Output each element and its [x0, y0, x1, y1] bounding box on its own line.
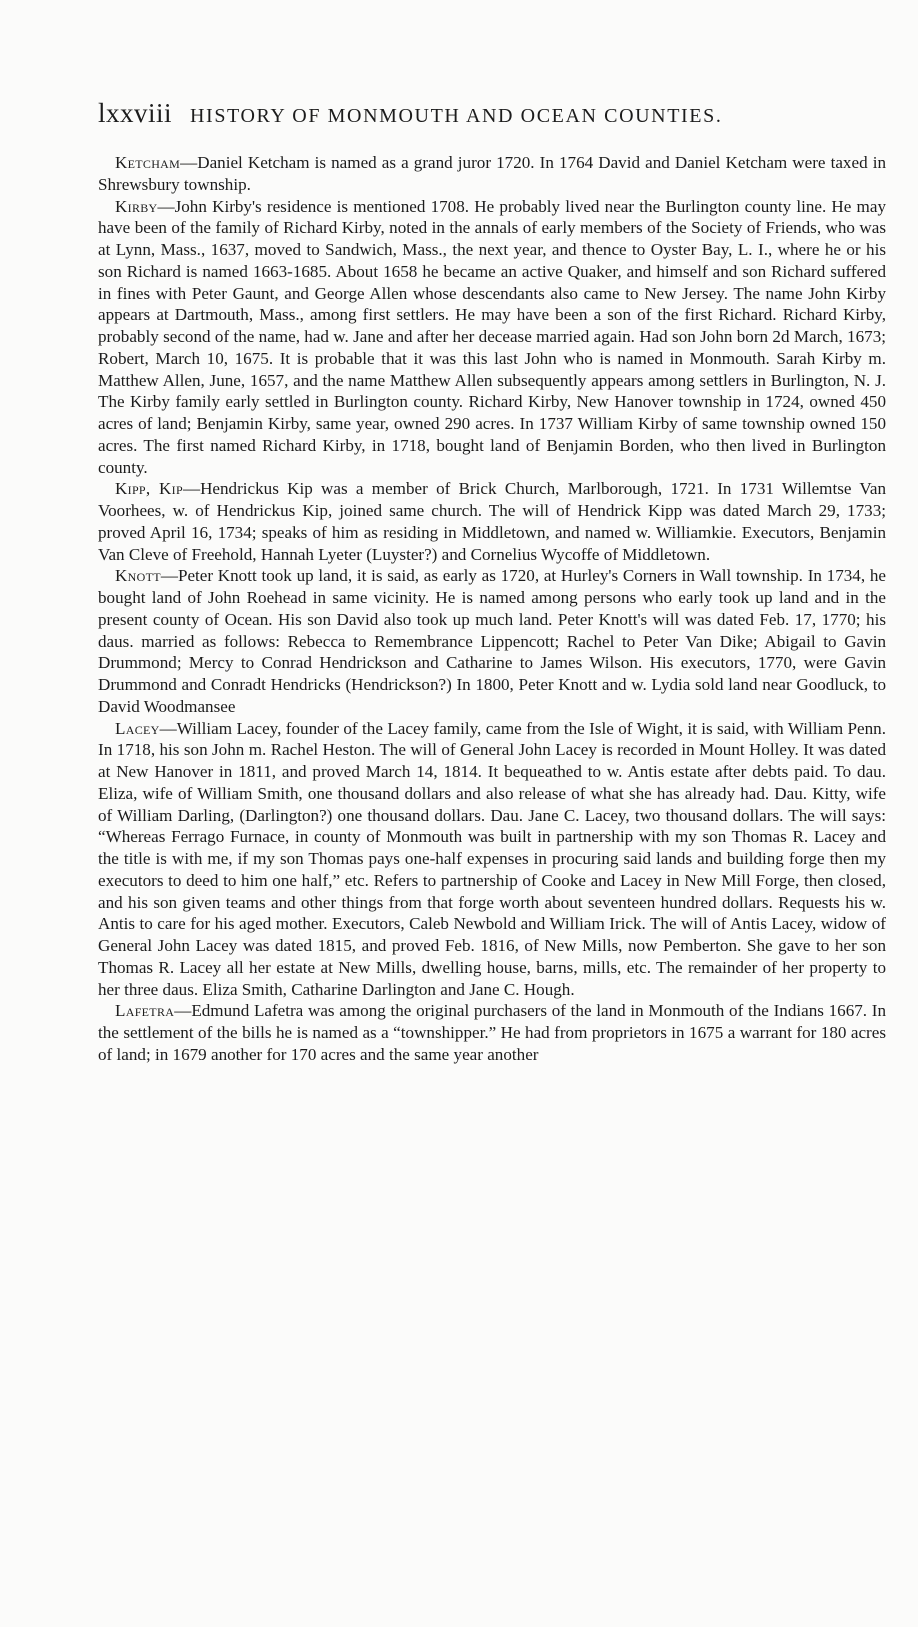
- entry-text: —Peter Knott took up land, it is said, as early as 1720, at Hurley's Corners in Wall township. In 1734, he bought land of John Roehead in same vicinity. He is named among persons who early took up land and in the present county of Ocean. His son David also took up much land. Peter Knott's will was dated Feb. 17, 1770; his daus. married as follows: Rebecca to Remembrance Lippencott; Rachel to Peter Van Dike; Abigail to Gavin Drummond; Mercy to Conrad Hendrickson and Catharine to James Wilson. His executors, 1770, were Gavin Drummond and Conradt Hendricks (Hendrickson?) In 1800, Peter Knott and w. Lydia sold land near Goodluck, to David Woodmansee: [98, 566, 886, 716]
- entry-kirby: [98, 196, 886, 479]
- page-header: [98, 98, 886, 138]
- entry-surname: Lafetra: [115, 1001, 175, 1021]
- genealogy-entries: [98, 152, 886, 1066]
- entry-text: —William Lacey, founder of the Lacey family, came from the Isle of Wight, it is said, with William Penn. In 1718, his son John m. Rachel Heston. The will of General John Lacey is recorded in Mount Holley. It was dated at New Hanover in 1811, and proved March 14, 1814. It bequeathed to w. Antis estate after debts paid. To dau. Eliza, wife of William Smith, one thousand dollars and also release of what she has already had. Dau. Kitty, wife of William Darling, (Darlington?) one thousand dollars. Dau. Jane C. Lacey, two thousand dollars. The will says: “Whereas Ferrago Furnace, in county of Monmouth was built in partnership with my son Thomas R. Lacey and the title is with me, if my son Thomas pays one-half expenses in procuring said lands and building forge then my executors to deed to him one half,” etc. Refers to partnership of Cooke and Lacey in New Mill Forge, then closed, and his son given teams and other things from that forge worth about seventeen hundred dollars. Requests his w. Antis to care for his aged mother. Executors, Caleb Newbold and William Irick. The will of Antis Lacey, widow of General John Lacey was dated 1815, and proved Feb. 1816, of New Mills, now Pemberton. She gave to her son Thomas R. Lacey all her estate at New Mills, dwelling house, barns, mills, etc. The remainder of her property to her three daus. Eliza Smith, Catharine Darlington and Jane C. Hough.: [98, 718, 886, 999]
- entry-lafetra: [98, 1000, 886, 1065]
- running-title: HISTORY OF MONMOUTH AND OCEAN COUNTIES.: [190, 105, 723, 127]
- entry-lacey: [98, 718, 886, 1001]
- entry-text: —Hendrickus Kip was a member of Brick Church, Marlborough, 1721. In 1731 Willemtse Van Voorhees, w. of Hendrickus Kip, joined same church. The will of Hendrick Kipp was dated March 29, 1733; proved April 16, 1734; speaks of him as residing in Middletown, and named w. Williamkie. Executors, Benjamin Van Cleve of Freehold, Hannah Lyeter (Luyster?) and Cornelius Wycoffe of Middletown.: [98, 479, 886, 564]
- entry-surname: Kipp, Kip: [115, 479, 183, 499]
- entry-kipp: [98, 478, 886, 565]
- entry-surname: Knott: [115, 566, 161, 586]
- entry-text: —Daniel Ketcham is named as a grand juror 1720. In 1764 David and Daniel Ketcham were taxed in Shrewsbury township.: [98, 153, 886, 194]
- entry-surname: Lacey: [115, 718, 160, 738]
- entry-surname: Ketcham: [115, 153, 181, 172]
- entry-ketcham: [98, 152, 886, 196]
- entry-text: —John Kirby's residence is mentioned 1708. He probably lived near the Burlington county line. He may have been of the family of Richard Kirby, noted in the annals of early members of the Society of Friends, who was at Lynn, Mass., 1637, moved to Sandwich, Mass., the next year, and thence to Oyster Bay, L. I., where he or his son Richard is named 1663-1685. About 1658 he became an active Quaker, and himself and son Richard suffered in fines with Peter Gaunt, and George Allen whose descendants also came to New Jersey. The name John Kirby appears at Dartmouth, Mass., among first settlers. He may have been a son of the first Richard. Richard Kirby, probably second of the name, had w. Jane and after her decease married again. Had son John born 2d March, 1673; Robert, March 10, 1675. It is probable that it was this last John who is named in Monmouth. Sarah Kirby m. Matthew Allen, June, 1657, and the name Matthew Allen subsequently appears among settlers in Burlington, N. J. The Kirby family early settled in Burlington county. Richard Kirby, New Hanover township in 1724, owned 450 acres of land; Benjamin Kirby, same year, owned 290 acres. In 1737 William Kirby of same township owned 150 acres. The first named Richard Kirby, in 1718, bought land of Benjamin Borden, who then lived in Burlington county.: [98, 196, 886, 477]
- entry-text: —Edmund Lafetra was among the original purchasers of the land in Monmouth of the Indians 1667. In the settlement of the bills he is named as a “townshipper.” He had from proprietors in 1675 a warrant for 180 acres of land; in 1679 another for 170 acres and the same year another: [98, 1001, 886, 1064]
- entry-surname: Kirby: [115, 196, 158, 216]
- entry-knott: [98, 565, 886, 717]
- page-number: lxxviii: [98, 98, 173, 128]
